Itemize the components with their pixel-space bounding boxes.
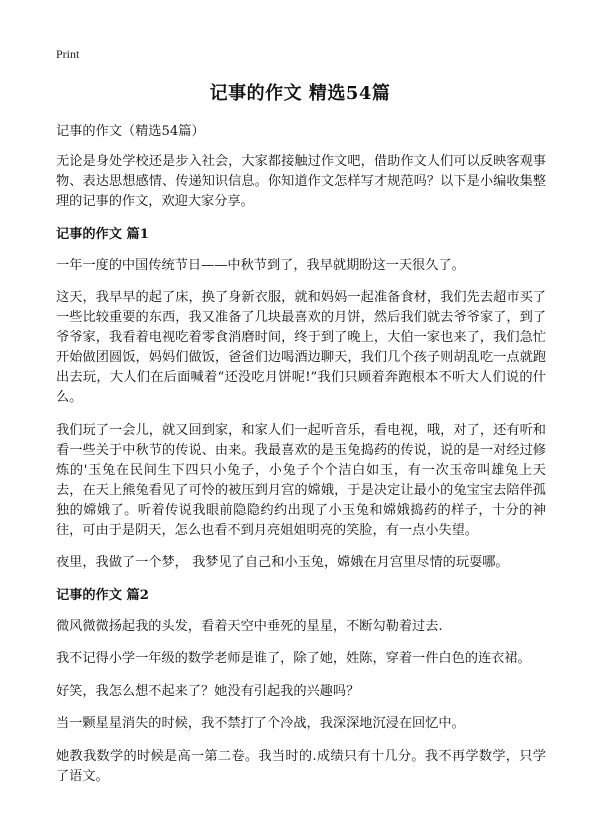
article-body (56, 122, 546, 799)
paragraph: 一年一度的中国传统节日——中秋节到了，我早就期盼这一天很久了。 (56, 257, 465, 273)
intro-paragraph: 无论是身处学校还是步入社会，大家都接触过作文吧，借助作文人们可以反映客观事物、表达思想感情、传递知识信息。你知道作文怎样写才规范吗？以下是小编收集整理的记事的作文，欢迎大家分享。 (56, 154, 546, 209)
section-heading: 记事的作文 篇1 (56, 226, 149, 242)
page-title: 记事的作文 精选54篇 (209, 83, 391, 104)
paragraph: 她教我数学的时候是高一第二卷。我当时的.成绩只有十几分。我不再学数学，只学了语文。 (56, 748, 546, 784)
paragraph: 好笑，我怎么想不起来了？她没有引起我的兴趣吗？ (56, 683, 360, 699)
paragraph: 微风微微扬起我的头发，看着天空中垂死的星星，不断勾勒着过去. (56, 618, 443, 634)
print-link[interactable]: Print (56, 47, 80, 61)
paragraph: 这天，我早早的起了床，换了身新衣服，就和妈妈一起准备食材，我们先去超市买了一些比较重要的东西，我又准备了几块最喜欢的月饼，然后我们就去爷爷家了，到了爷爷家，我看着电视吃着零食消磨时间，终于到了晚上，大伯一家也来了，我们急忙开始做团圆饭，妈妈们做饭，爸爸们边喝酒边聊天，我们几个孩子则胡乱吃一点就跑出去玩，大人们在后面喊着“还没吃月饼呢!”我们只顾着奔跑根本不听大人们说的什么。 (56, 290, 546, 405)
paragraph: 我们玩了一会儿，就又回到家，和家人们一起听音乐，看电视，哦，对了，还有听和看一些关于中秋节的传说、由来。我最喜欢的是玉兔捣药的传说，说的是一对经过修炼的'玉兔在民间生下四只小兔子，小兔子个个洁白如玉，有一次玉帝叫雄兔上天去，在天上熊兔看见了可怜的被压到月宫的嫦娥，于是决定让最小的兔宝宝去陪伴孤独的嫦娥了。听着传说我眼前隐隐约约出现了小玉兔和嫦娥捣药的样子，十分的神往，可由于是阴天，怎么也看不到月亮姐姐明亮的笑脸，有一点小失望。 (56, 422, 546, 538)
article-subtitle: 记事的作文（精选54篇） (56, 124, 205, 139)
paragraph: 当一颗星星消失的时候，我不禁打了个冷战，我深深地沉浸在回忆中。 (56, 716, 465, 731)
paragraph: 我不记得小学一年级的数学老师是谁了，除了她，姓陈，穿着一件白色的连衣裙。 (56, 651, 531, 666)
section-heading: 记事的作文 篇2 (56, 587, 149, 603)
paragraph: 夜里，我做了一个梦， 我梦见了自己和小玉兔，嫦娥在月宫里尽情的玩耍哪。 (56, 555, 509, 570)
